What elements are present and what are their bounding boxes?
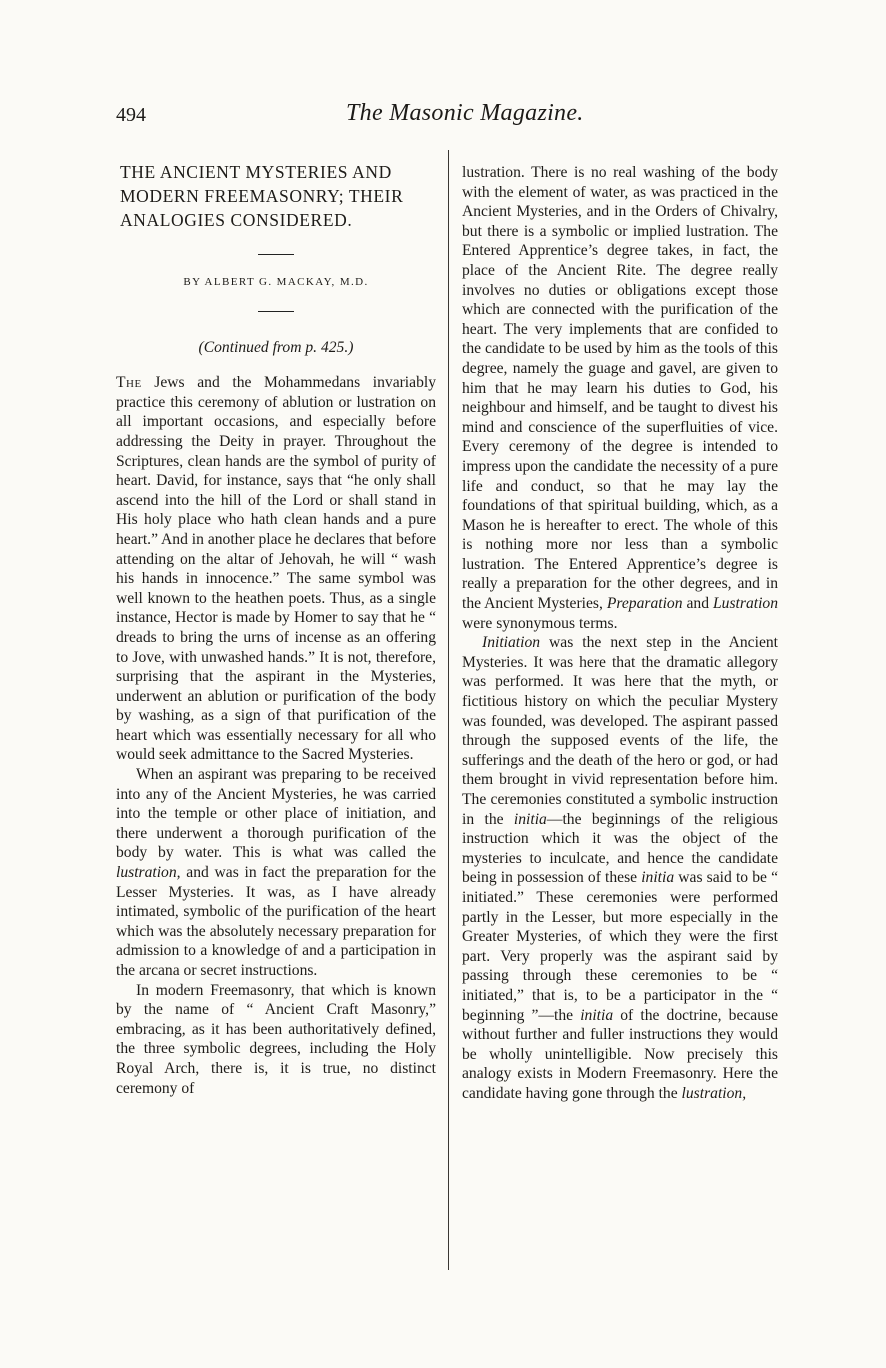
paragraph-5-emphasis-4: initia — [580, 1006, 614, 1024]
article-title: THE ANCIENT MYSTERIES AND MODERN FREEMASONRY; THEIR ANALOGIES CONSIDERED. — [120, 162, 404, 230]
page-number: 494 — [116, 104, 146, 126]
paragraph-4-emphasis-2: Lustration — [713, 595, 778, 613]
paragraph-2 — [116, 765, 436, 981]
title-rule — [258, 254, 294, 255]
running-title: The Masonic Magazine. — [346, 100, 584, 126]
column-divider — [448, 150, 449, 1270]
paragraph-5-text-a: was the next step in the Ancient Mysteries. It was here that the dramatic allegory was performed. It was here that the myth, or fictitious history on which the peculiar Mystery was founded, was developed. The aspirant passed through the supposed events of the life, the sufferings and the death of the hero or god, or had them brought in vivid representation before him. The ceremonies constituted a symbolic instruction in the — [462, 634, 778, 828]
paragraph-3: In modern Freemasonry, that which is known by the name of “ Ancient Craft Masonry,” embracing, as it has been authoritatively defined, the three symbolic degrees, including the Holy Royal Arch, there is, it is true, no distinct ceremony of — [116, 981, 436, 1097]
page-header — [116, 98, 778, 138]
paragraph-2-emphasis: lustration, — [116, 864, 181, 882]
paragraph-4 — [462, 163, 778, 633]
right-column — [462, 163, 778, 1104]
paragraph-5-emphasis-3: initia — [641, 869, 675, 887]
paragraph-5-text-d: of the doctrine, because without further and fuller instructions they would be wholly unintelligible. Now precisely this analogy exists in Modern Freemasonry. Here the candidate having gone through the — [462, 1006, 778, 1102]
left-column — [116, 160, 436, 1098]
paragraph-4-text-a: lustration. There is no real washing of the body with the element of water, as was practiced in the Ancient Mysteries, and in the Orders of Chivalry, but there is a symbolic or implied lustration. The Entered Apprentice’s degree takes, in fact, the place of the Ancient Rite. The degree really involves no duties or obligations except those which are connected with the purification of the heart. The very implements that are confided to the candidate to be used by him as the tools of this degree, namely the guage and gavel, are given to him that he may learn his duties to God, his neighbour and himself, and be taught to divest his mind and conscience of the superfluities of vice. Every ceremony of the degree is intended to impress upon the candidate the necessity of a pure life and conduct, so that he may lay the foundations of that spiritual building, which, as a Mason he is hereafter to erect. The whole of this is nothing more nor less than a symbolic lustration. The Entered Apprentice’s degree is really a preparation for the other degrees, and in the Ancient Mysteries, — [462, 164, 778, 613]
paragraph-5-emphasis-1: Initiation — [482, 634, 541, 652]
paragraph-1-text: Jews and the Mohammedans invariably practice this ceremony of ablution or lustration on all important occasions, and especially before addressing the Deity in prayer. Throughout the Scriptures, clean hands are the symbol of purity of heart. David, for instance, says that “he only shall ascend into the hill of the Lord or shall stand in His holy place who hath clean hands and a pure heart.” And in another place he declares that before attending on the altar of Jehovah, he will “ wash his hands in innocence.” The same symbol was well known to the heathen poets. Thus, as a single instance, Hector is made by Homer to say that he “ dreads to bring the urns of incense as an offering to Jove, with unwashed hands.” It is not, therefore, surprising that the aspirant in the Mysteries, underwent an ablution or purification of the body by washing, as a sign of that purification of the heart which was essentially necessary for all who would seek admittance to the Sacred Mysteries. — [116, 374, 436, 764]
continued-note: (Continued from p. 425.) — [198, 338, 354, 356]
paragraph-2-text-b: and was in fact the preparation for the Lesser Mysteries. It was, as I have already intimated, symbolic of the purification of the heart which was the absolutely necessary preparation for admission to a knowledge of and a participation in the arcana or secret instructions. — [116, 864, 436, 979]
paragraph-4-emphasis-1: Preparation — [606, 595, 683, 613]
byline: BY ALBERT G. MACKAY, M.D. — [183, 276, 369, 288]
paragraph-5 — [462, 633, 778, 1103]
paragraph-1-first-word: The — [116, 374, 142, 392]
paragraph-4-text-mid: and — [682, 595, 713, 613]
paragraph-2-text-a: When an aspirant was preparing to be received into any of the Ancient Mysteries, he was carried into the temple or other place of initiation, and there underwent a thorough purification of the body by water. This is what was called the — [116, 766, 436, 862]
paragraph-4-text-b: were synonymous terms. — [462, 614, 618, 632]
paragraph-5-text-c: was said to be “ initiated.” These ceremonies were performed partly in the Lesser, but more especially in the Greater Mysteries, of which they were the first part. Very properly was the aspirant said by passing through these ceremonies to be “ initiated,” that is, to be a participator in the “ beginning ”—the — [462, 869, 778, 1024]
paragraph-1 — [116, 373, 436, 765]
paragraph-5-emphasis-2: initia — [513, 810, 547, 828]
byline-rule — [258, 311, 294, 312]
paragraph-5-emphasis-5: lustration, — [681, 1084, 747, 1102]
paragraph-5-text-b: —the beginnings of the religious instruction which it was the object of the mysteries to inculcate, and hence the candidate being in possession of these — [462, 810, 778, 887]
